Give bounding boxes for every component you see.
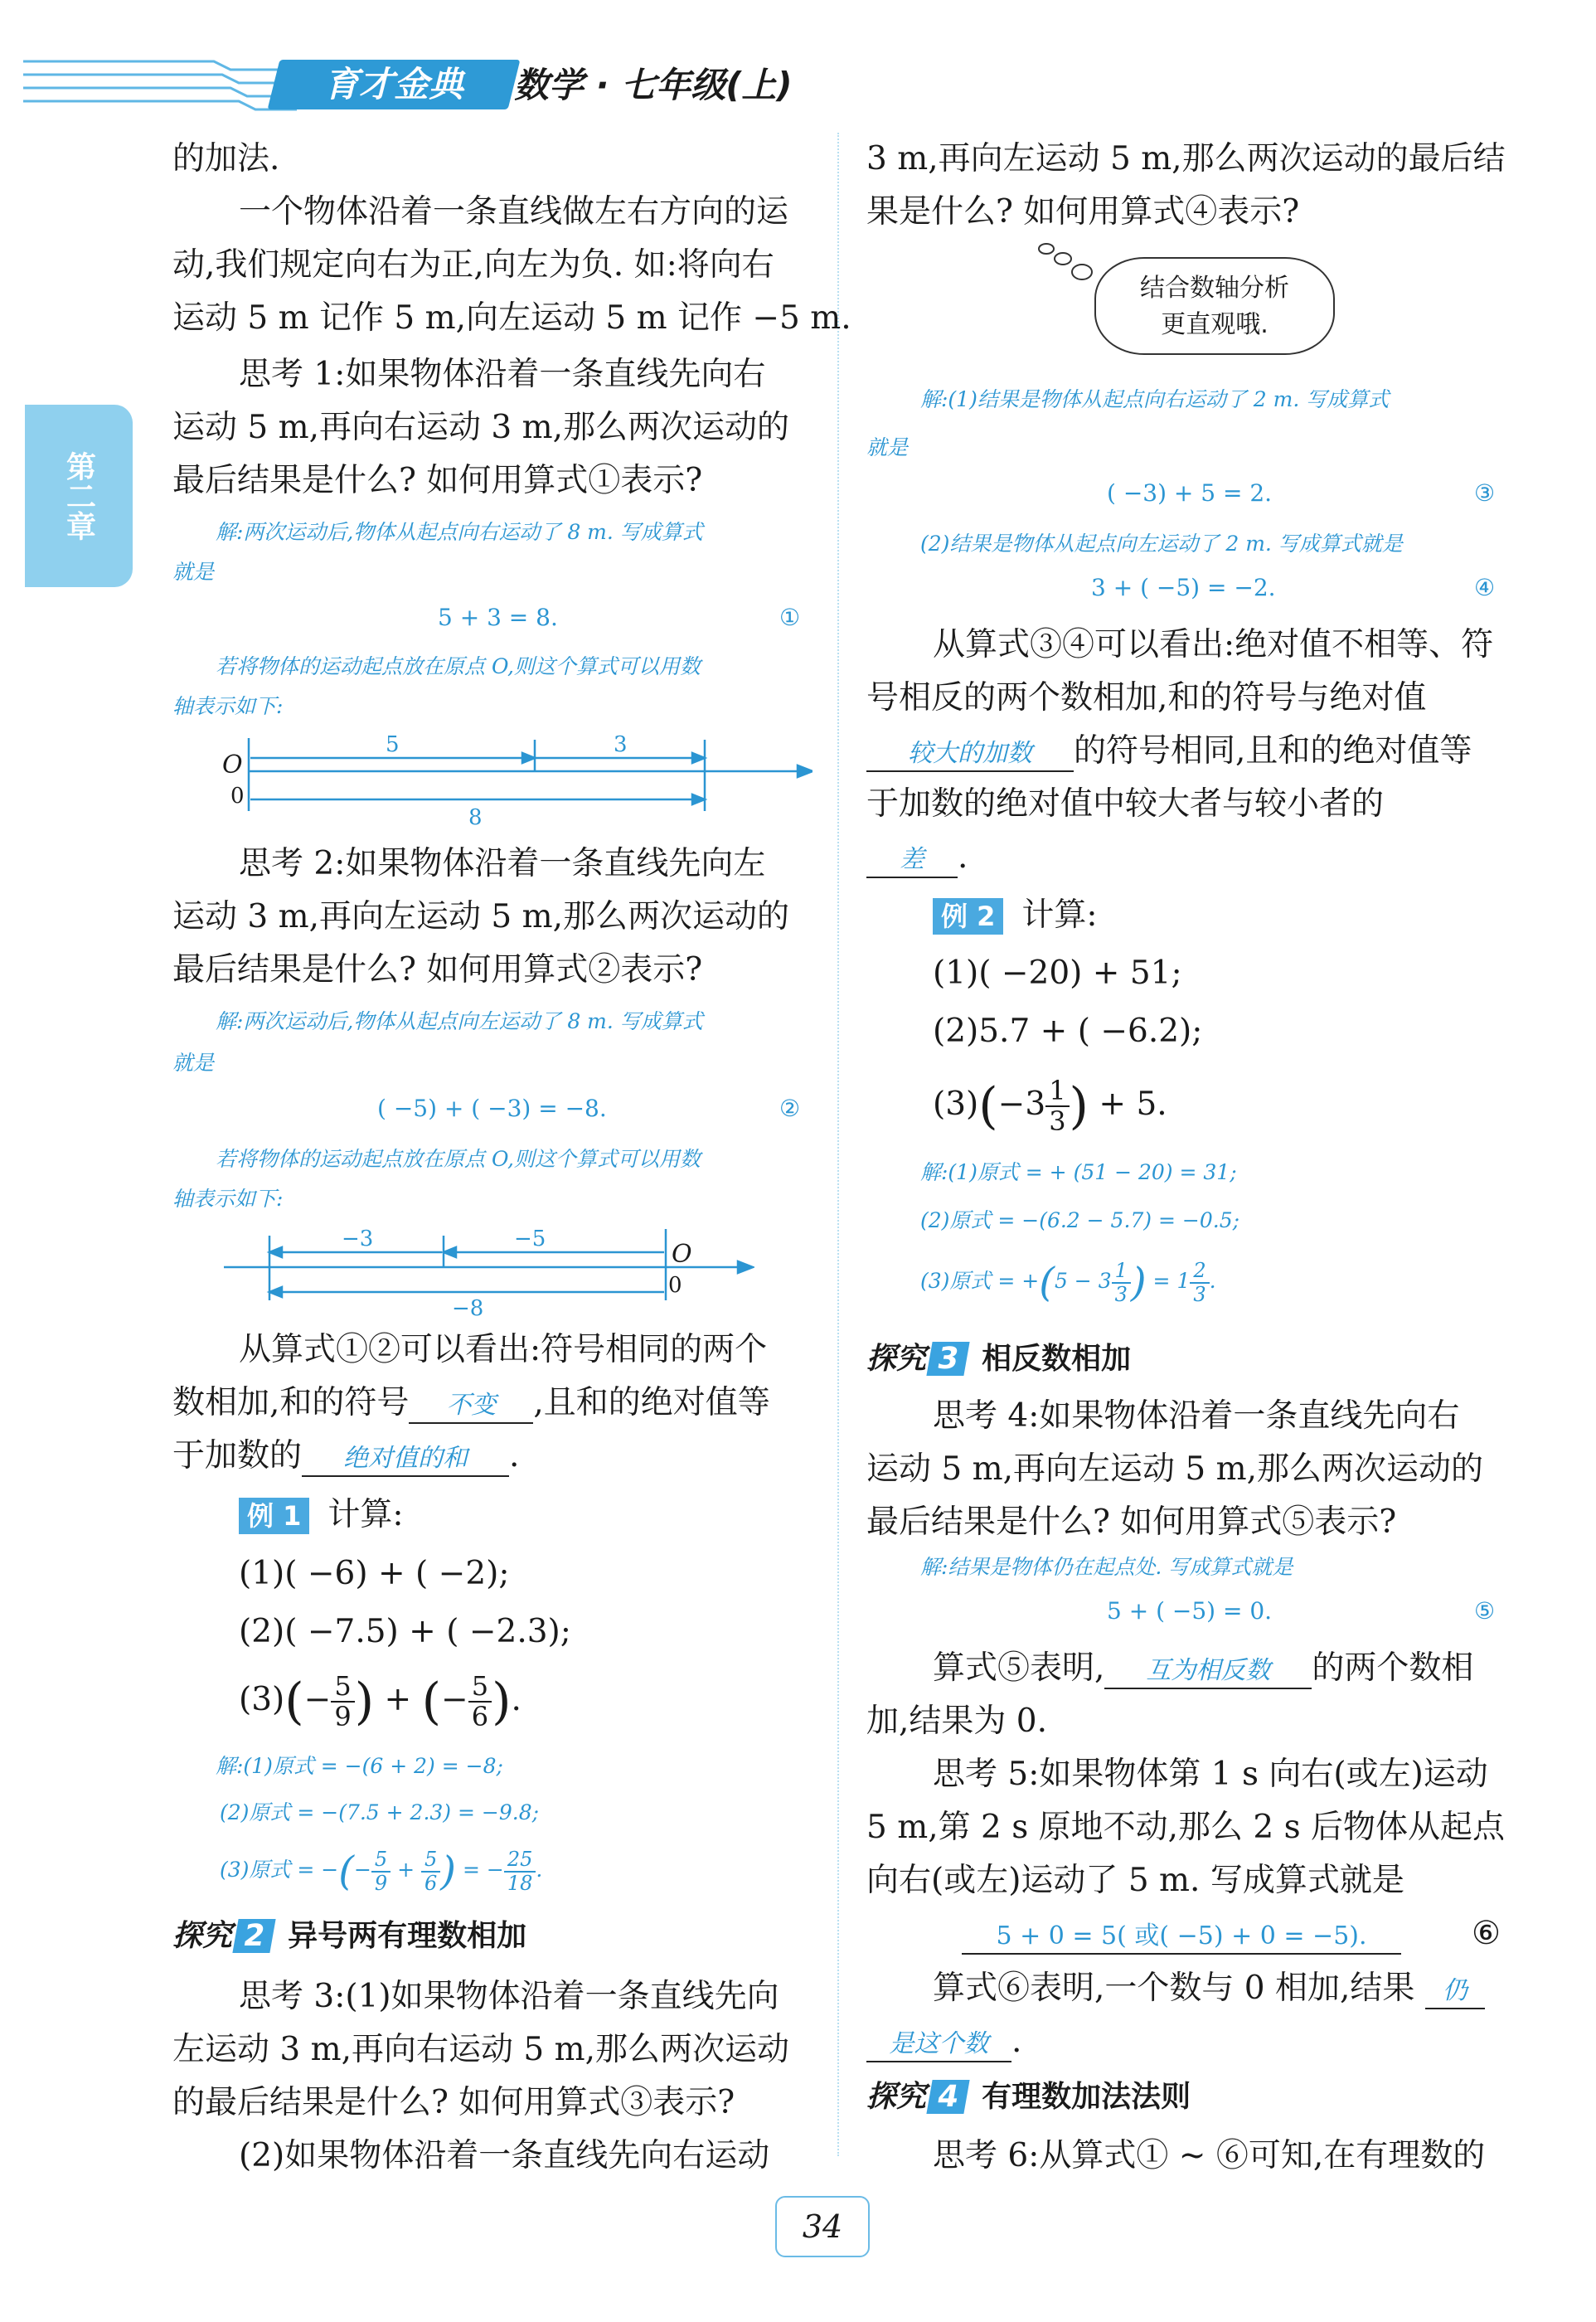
answer-line: 就是 bbox=[172, 560, 215, 584]
equation-1-number: ① bbox=[779, 604, 801, 631]
answer-blank: 绝对值的和 bbox=[302, 1442, 509, 1477]
conclusion-line: 从算式③④可以看出:绝对值不相等、符 bbox=[933, 626, 1494, 663]
question-line: (2)如果物体沿着一条直线先向右运动 bbox=[239, 2137, 770, 2174]
text-line: 运动 5 m 记作 5 m,向左运动 5 m 记作 −5 m. bbox=[172, 299, 851, 337]
answer-blank: 仍 bbox=[1425, 1975, 1485, 2009]
example-item: (1)( −20) + 51; bbox=[933, 955, 1182, 992]
section-2-heading: 探究 2 异号两有理数相加 bbox=[172, 1919, 527, 1953]
equation-2: ( −5) + ( −3) = −8. bbox=[377, 1095, 607, 1122]
section-4-heading: 探究 4 有理数加法法则 bbox=[866, 2080, 1191, 2114]
axis1-total-label: 8 bbox=[468, 805, 483, 829]
conclusion-line: 于加数的绝对值中较大者与较小者的 bbox=[866, 785, 1385, 823]
page-number: 34 bbox=[775, 2196, 870, 2257]
answer-blank: 不变 bbox=[409, 1389, 533, 1424]
answer-line: 解:两次运动后,物体从起点向右运动了 8 m. 写成算式 bbox=[216, 520, 703, 544]
answer-line: 解:结果是物体仍在起点处. 写成算式就是 bbox=[920, 1555, 1293, 1579]
equation-4-number: ④ bbox=[1474, 574, 1496, 601]
answer-line: 若将物体的运动起点放在原点 O,则这个算式可以用数 bbox=[216, 654, 701, 678]
question-line: 向右(或左)运动了 5 m. 写成算式就是 bbox=[866, 1862, 1404, 1899]
answer-blank: 是这个数 bbox=[866, 2028, 1011, 2062]
example-item: (3)(− $\frac{5}{9}$ ) + (− $\frac{5}{6}$ ). bbox=[239, 1669, 521, 1732]
answer-line: 就是 bbox=[866, 435, 909, 459]
equation-6-line bbox=[962, 1907, 1401, 1960]
thought-bubble bbox=[1094, 257, 1335, 355]
question-line: 运动 3 m,再向左运动 5 m,那么两次运动的 bbox=[172, 898, 789, 935]
example-item: (1)( −6) + ( −2); bbox=[239, 1555, 510, 1592]
conclusion-line: 于加数的 绝对值的和 . bbox=[172, 1430, 519, 1483]
answer-blank: 互为相反数 bbox=[1104, 1654, 1312, 1689]
example-item: (2)5.7 + ( −6.2); bbox=[933, 1013, 1203, 1050]
bubble-line: 结合数轴分析 bbox=[1140, 274, 1289, 303]
conclusion-line: 号相反的两个数相加,和的符号与绝对值 bbox=[866, 679, 1427, 717]
axis1-zero: 0 bbox=[230, 784, 245, 809]
answer-line: 就是 bbox=[172, 1051, 215, 1075]
axis2-seg2-label: −5 bbox=[514, 1227, 546, 1251]
answer-line: (2)结果是物体从起点向左运动了 2 m. 写成算式就是 bbox=[920, 532, 1403, 556]
header-brand-band bbox=[268, 60, 521, 109]
question-line: 最后结果是什么? 如何用算式②表示? bbox=[172, 951, 703, 989]
question-line: 思考 1:如果物体沿着一条直线先向右 bbox=[239, 356, 766, 393]
solution-line: 解:(1)原式 = + (51 − 20) = 31; bbox=[920, 1160, 1237, 1184]
question-line: 最后结果是什么? 如何用算式⑤表示? bbox=[866, 1503, 1397, 1541]
answer-line: 轴表示如下: bbox=[172, 1187, 284, 1211]
question-line: 3 m,再向左运动 5 m,那么两次运动的最后结 bbox=[866, 140, 1506, 177]
example-2-heading: 例 2 计算: bbox=[933, 889, 1098, 942]
conclusion-line: 算式⑤表明, 互为相反数 的两个数相 bbox=[933, 1642, 1473, 1695]
question-line: 最后结果是什么? 如何用算式①表示? bbox=[172, 462, 703, 499]
question-line: 果是什么? 如何用算式④表示? bbox=[866, 193, 1300, 231]
number-line-2 bbox=[224, 1219, 754, 1319]
solution-line: (3)原式 = −(− $\frac{5}{9}$ + $\frac{5}{6}$ ) = − $\frac{25}{18}$ . bbox=[220, 1848, 543, 1895]
conclusion-line: 从算式①②可以看出:符号相同的两个 bbox=[239, 1331, 768, 1368]
answer-line: 解:两次运动后,物体从起点向左运动了 8 m. 写成算式 bbox=[216, 1009, 703, 1033]
solution-line: 解:(1)原式 = −(6 + 2) = −8; bbox=[216, 1754, 503, 1778]
solution-line: (2)原式 = −(6.2 − 5.7) = −0.5; bbox=[920, 1208, 1240, 1232]
equation-4: 3 + ( −5) = −2. bbox=[1091, 574, 1276, 601]
conclusion-line: 加,结果为 0. bbox=[866, 1703, 1048, 1740]
example-item: (2)( −7.5) + ( −2.3); bbox=[239, 1613, 571, 1650]
conclusion-line: 是这个数 . bbox=[866, 2015, 1021, 2068]
question-line: 思考 5:如果物体第 1 s 向右(或左)运动 bbox=[933, 1756, 1488, 1793]
equation-5: 5 + ( −5) = 0. bbox=[1107, 1597, 1273, 1625]
equation-3-number: ③ bbox=[1474, 479, 1496, 507]
axis2-origin: O bbox=[672, 1240, 692, 1269]
axis2-zero: 0 bbox=[668, 1273, 682, 1298]
answer-line: 解:(1)结果是物体从起点向右运动了 2 m. 写成算式 bbox=[920, 387, 1390, 411]
answer-blank: 差 bbox=[866, 843, 958, 878]
text-line: 一个物体沿着一条直线做左右方向的运 bbox=[239, 193, 789, 231]
text-line: 的加法. bbox=[172, 140, 280, 177]
axis1-origin: O bbox=[222, 751, 243, 780]
header-brand: 育才金典 bbox=[323, 64, 463, 104]
conclusion-line: 算式⑥表明,一个数与 0 相加,结果 仍 bbox=[933, 1962, 1485, 2015]
question-line: 思考 2:如果物体沿着一条直线先向左 bbox=[239, 845, 766, 882]
conclusion-line: 较大的加数 的符号相同,且和的绝对值等 bbox=[866, 725, 1472, 778]
column-divider bbox=[837, 133, 839, 2156]
example-tag: 例 2 bbox=[933, 898, 1003, 935]
question-line: 运动 5 m,再向左运动 5 m,那么两次运动的 bbox=[866, 1450, 1483, 1488]
equation-6-number: ⑥ bbox=[1472, 1915, 1501, 1952]
thought-bubble-dots bbox=[1036, 240, 1103, 290]
question-line: 的最后结果是什么? 如何用算式③表示? bbox=[172, 2084, 735, 2121]
question-line: 思考 3:(1)如果物体沿着一条直线先向 bbox=[239, 1978, 779, 2015]
bubble-line: 更直观哦. bbox=[1161, 310, 1269, 339]
answer-blank: 5 + 0 = 5( 或( −5) + 0 = −5). bbox=[962, 1920, 1401, 1955]
example-tag: 例 1 bbox=[239, 1498, 309, 1534]
answer-line: 轴表示如下: bbox=[172, 694, 284, 718]
axis1-seg1-label: 5 bbox=[386, 732, 400, 757]
equation-5-number: ⑤ bbox=[1474, 1597, 1496, 1625]
section-3-heading: 探究 3 相反数相加 bbox=[866, 1342, 1132, 1376]
axis2-seg1-label: −3 bbox=[342, 1227, 374, 1251]
conclusion-line: 差 . bbox=[866, 831, 968, 884]
header-decor-lines bbox=[23, 51, 297, 118]
question-line: 思考 4:如果物体沿着一条直线先向右 bbox=[933, 1397, 1460, 1435]
question-line: 左运动 3 m,再向右运动 5 m,那么两次运动 bbox=[172, 2031, 789, 2068]
conclusion-line: 数相加,和的符号 不变 ,且和的绝对值等 bbox=[172, 1377, 770, 1430]
axis2-total-label: −8 bbox=[452, 1296, 484, 1319]
text-line: 动,我们规定向右为正,向左为负. 如:将向右 bbox=[172, 246, 774, 284]
solution-line: (2)原式 = −(7.5 + 2.3) = −9.8; bbox=[220, 1800, 540, 1824]
question-line: 运动 5 m,再向右运动 3 m,那么两次运动的 bbox=[172, 409, 789, 446]
example-item: (3)(−3 $\frac{1}{3}$ ) + 5. bbox=[933, 1074, 1167, 1137]
question-line: 5 m,第 2 s 原地不动,那么 2 s 后物体从起点 bbox=[866, 1809, 1506, 1846]
equation-3: ( −3) + 5 = 2. bbox=[1107, 479, 1273, 507]
number-line-1 bbox=[199, 730, 813, 829]
example-1-heading: 例 1 计算: bbox=[239, 1489, 404, 1542]
equation-1: 5 + 3 = 8. bbox=[438, 604, 558, 631]
answer-line: 若将物体的运动起点放在原点 O,则这个算式可以用数 bbox=[216, 1147, 701, 1171]
axis1-seg2-label: 3 bbox=[614, 732, 628, 757]
chapter-tab: 第二章 bbox=[25, 405, 133, 587]
solution-line: (3)原式 = +(5 − 3 $\frac{1}{3}$ ) = 1 $\frac{2}{3}$ . bbox=[920, 1259, 1216, 1306]
answer-blank: 较大的加数 bbox=[866, 737, 1074, 772]
equation-2-number: ② bbox=[779, 1095, 801, 1122]
header-subject: 数学 · 七年级(上) bbox=[514, 65, 793, 105]
question-line: 思考 6:从算式① ~ ⑥可知,在有理数的 bbox=[933, 2137, 1486, 2174]
